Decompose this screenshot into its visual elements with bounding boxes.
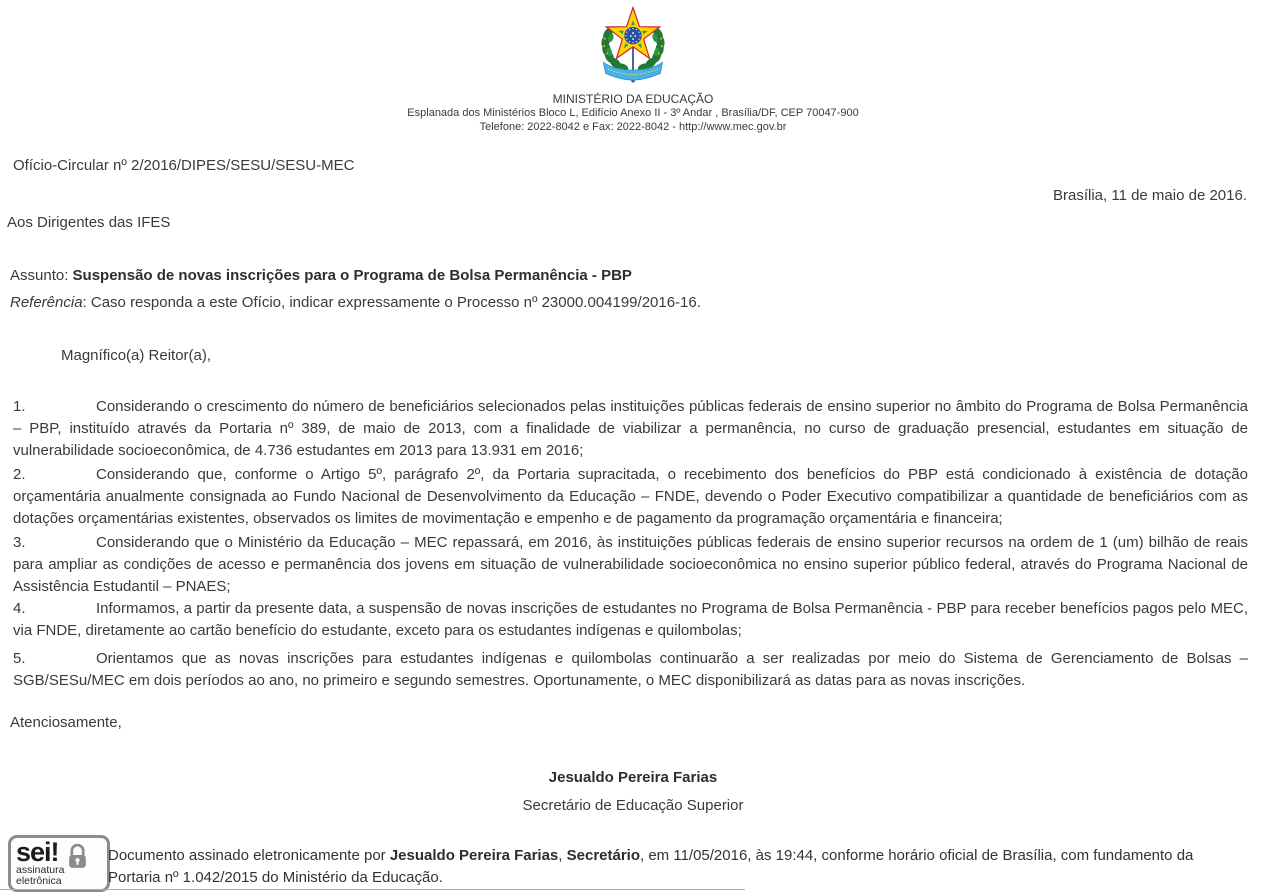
paragraph-5 [13, 648, 1248, 692]
paragraph-1 [13, 396, 1248, 462]
reference-text: : Caso responda a este Ofício, indicar expressamente o Processo nº 23000.004199/2016-16. [82, 294, 701, 311]
signer-name: Jesualdo Pereira Farias [548, 769, 718, 786]
paragraph-2-text: Considerando que, conforme o Artigo 5º, parágrafo 2º, da Portaria supracitada, o recebimento dos benefícios do PBP está condicionado à existência de dotação orçamentária anualmente consignada ao Fundo Nacional de Desenvolvimento da Educação – FNDE, devendo o Poder Executivo compatibilizar a quantidade de beneficiários com as dotações orçamentárias existentes, observados os limites de movimentação e empenho e de pagamento da programação orçamentária e financeira; [13, 466, 1248, 527]
place-date-line: Brasília, 11 de maio de 2016. [1052, 187, 1247, 204]
paragraph-1-text: Considerando o crescimento do número de beneficiários selecionados pelas instituições públicas federais de ensino superior no âmbito do Programa de Bolsa Permanência – PBP, instituído através da Portaria nº 389, de maio de 2013, com a finalidade de viabilizar a permanência, no curso de graduação presencial, estudantes em situação de vulnerabilidade socioeconômica, de 4.736 estudantes em 2013 para 13.931 em 2016; [13, 398, 1248, 459]
padlock-icon [66, 843, 89, 870]
paragraph-3-text: Considerando que o Ministério da Educação – MEC repassará, em 2016, às instituições públicas federais de ensino superior recursos na ordem de 1 (um) bilhão de reais para ampliar as condições de acesso e permanência dos jovens em situação de vulnerabilidade socioeconômica no ensino superior público federal, através do Programa Nacional de Assistência Estudantil – PNAES; [13, 534, 1248, 595]
paragraph-4-text: Informamos, a partir da presente data, a suspensão de novas inscrições de estudantes no Programa de Bolsa Permanência - PBP para receber benefícios pagos pelo MEC, via FNDE, diretamente ao cartão benefício do estudante, exceto para os estudantes indígenas e quilombolas; [13, 600, 1248, 639]
salutation: Magnífico(a) Reitor(a), [61, 347, 212, 364]
signature-statement-separator: , [558, 847, 567, 864]
signer-role: Secretário de Educação Superior [522, 797, 744, 814]
paragraph-3-number: 3. [13, 534, 26, 551]
ministry-contact: Telefone: 2022-8042 e Fax: 2022-8042 - http://www.mec.gov.br [479, 121, 787, 133]
subject-label: Assunto: [10, 267, 73, 284]
sei-subtitle-2: eletrônica [16, 875, 62, 887]
electronic-signature-statement [108, 845, 1236, 889]
paragraph-3 [13, 532, 1248, 598]
subject-text: Suspensão de novas inscrições para o Programa de Bolsa Permanência - PBP [72, 267, 632, 284]
signature-statement-suffix: , em 11/05/2016, às 19:44, conforme horário oficial de Brasília, com fundamento da Portaria nº 1.042/2015 do Ministério da Educação. [108, 847, 1194, 886]
sei-subtitle-1: assinatura [16, 864, 65, 876]
letterhead [0, 6, 1266, 134]
sei-wordmark: sei! [16, 837, 59, 867]
ministry-address: Esplanada dos Ministérios Bloco L, Edifício Anexo II - 3º Andar , Brasília/DF, CEP 70047-900 [407, 107, 859, 119]
sei-logo [8, 835, 110, 892]
closing-line: Atenciosamente, [10, 714, 122, 731]
paragraph-4-number: 4. [13, 600, 26, 617]
paragraph-5-number: 5. [13, 650, 26, 667]
reference-label: Referência [10, 294, 83, 311]
paragraph-2-number: 2. [13, 466, 26, 483]
brazil-coat-of-arms-icon [596, 6, 670, 89]
signature-statement-role: Secretário [566, 847, 640, 864]
paragraph-2 [13, 464, 1248, 530]
sei-logo-text [16, 839, 64, 887]
document-number: Ofício-Circular nº 2/2016/DIPES/SESU/SESU-MEC [13, 157, 355, 174]
ministry-name: MINISTÉRIO DA EDUCAÇÃO [552, 92, 714, 106]
table-border-rule [0, 889, 745, 890]
paragraph-5-text: Orientamos que as novas inscrições para estudantes indígenas e quilombolas continuarão a ser realizadas por meio do Sistema de Gerenciamento de Bolsas – SGB/SESu/MEC em dois períodos ao ano, no primeiro e segundo semestres. Oportunamente, o MEC disponibilizará as datas para as novas inscrições. [13, 650, 1248, 689]
paragraph-4 [13, 598, 1248, 642]
subject-line [10, 267, 632, 284]
reference-line [10, 294, 701, 311]
addressee-line: Aos Dirigentes das IFES [7, 214, 171, 231]
paragraph-1-number: 1. [13, 398, 26, 415]
signature-statement-name: Jesualdo Pereira Farias [389, 847, 559, 864]
signature-statement-prefix: Documento assinado eletronicamente por [108, 847, 390, 864]
